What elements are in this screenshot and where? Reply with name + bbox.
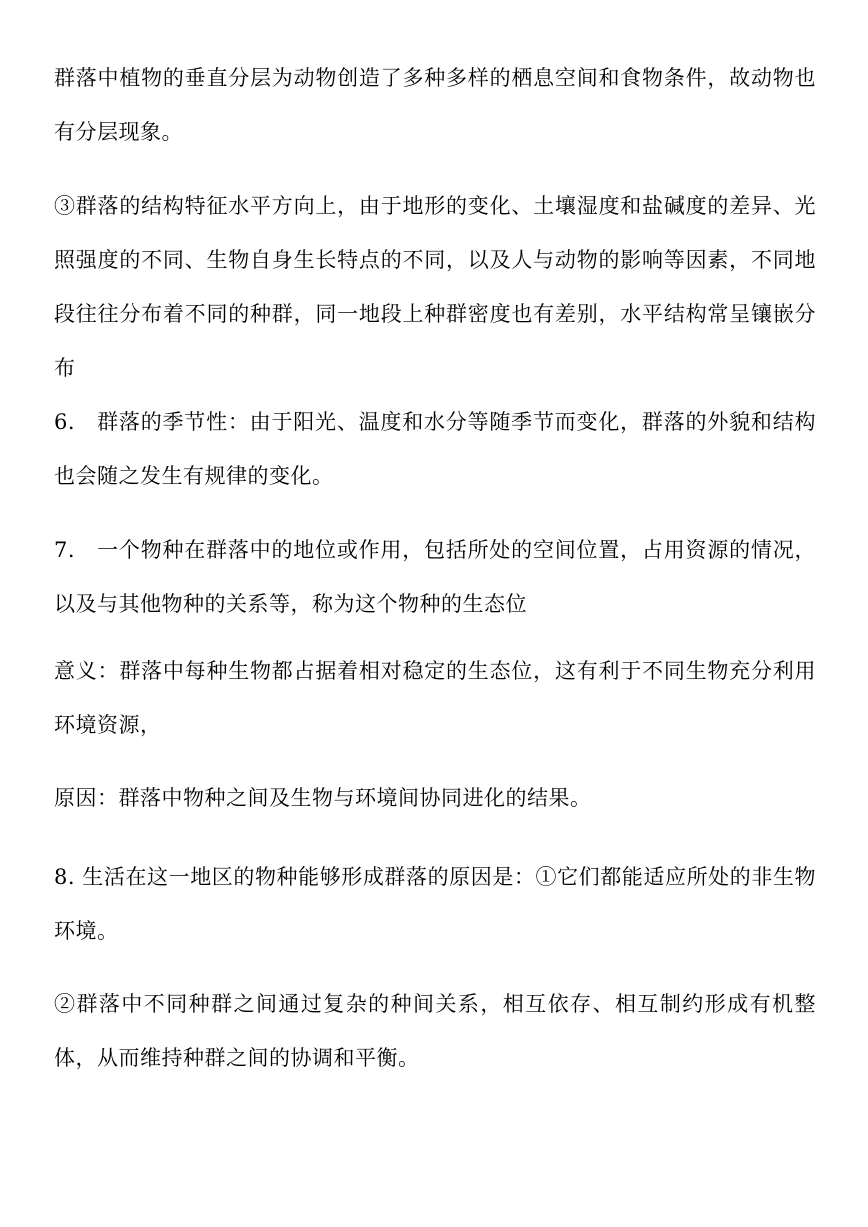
paragraph-ecological-niche: 7. 一个物种在群落中的地位或作用，包括所处的空间位置，占用资源的情况，以及与其他物种的关系等，称为这个物种的生态位 [54,538,816,616]
paragraph-niche-significance: 意义：群落中每种生物都占据着相对稳定的生态位，这有利于不同生物充分利用环境资源， [54,659,816,737]
paragraph-horizontal-structure: ③群落的结构特征水平方向上，由于地形的变化、土壤湿度和盐碱度的差异、光照强度的不同、生物自身生长特点的不同，以及人与动物的影响等因素，不同地段往往分布着不同的种群，同一地段上种群密度也有差别，水平结构常呈镶嵌分布 [54,194,816,380]
paragraph-community-formation: 8. 生活在这一地区的物种能够形成群落的原因是：①它们都能适应所处的非生物环境。 [54,865,816,943]
paragraph-niche-reason: 原因：群落中物种之间及生物与环境间协同进化的结果。 [54,786,592,810]
paragraph-seasonality: 6. 群落的季节性：由于阳光、温度和水分等随季节而变化，群落的外貌和结构也会随之发生有规律的变化。 [54,410,816,488]
paragraph-interspecific-relations: ②群落中不同种群之间通过复杂的种间关系，相互依存、相互制约形成有机整体，从而维持种群之间的协调和平衡。 [54,992,816,1070]
paragraph-vertical-stratification: 群落中植物的垂直分层为动物创造了多种多样的栖息空间和食物条件，故动物也有分层现象。 [54,66,816,144]
